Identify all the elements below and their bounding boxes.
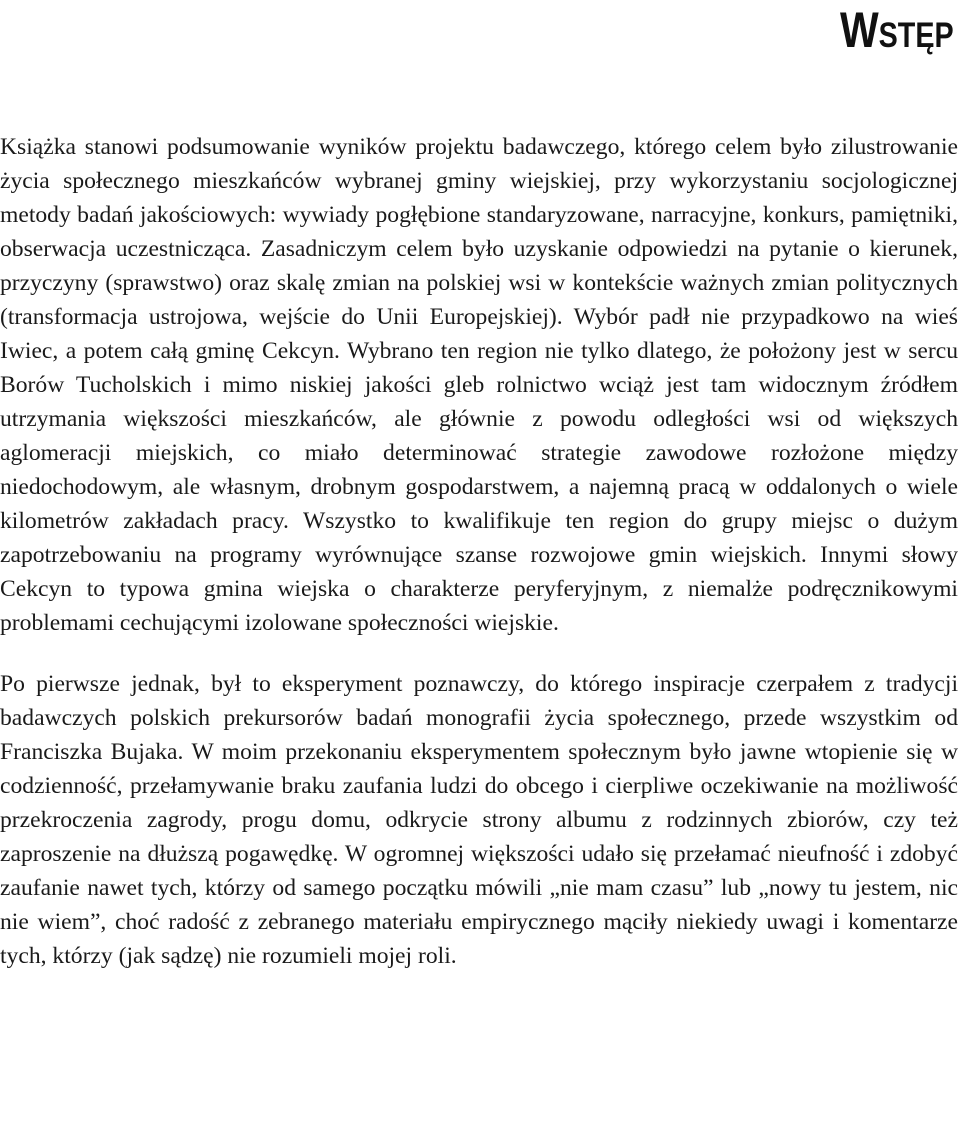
- paragraph-experiment: Po pierwsze jednak, był to eksperyment poznawczy, do którego inspiracje czerpałem z tradycji badawczych polskich prekursorów badań monografii życia społecznego, przede wszystkim od Franciszka Bujaka. W moim przekonaniu eksperymentem społecznym było jawne wtopienie się w codzienność, przełamywanie braku zaufania ludzi do obcego i cierpliwe oczekiwanie na możliwość przekroczenia zagrody, progu domu, odkrycie strony albumu z rodzinnych zbiorów, czy też zaproszenie na dłuższą pogawędkę. W ogromnej większości udało się przełamać nieufność i zdobyć zaufanie nawet tych, którzy od samego początku mówili „nie mam czasu” lub „nowy tu jestem, nic nie wiem”, choć radość z zebranego materiału empirycznego mąciły niekiedy uwagi i komentarze tych, którzy (jak sądzę) nie rozumieli mojej roli.: [0, 671, 958, 969]
- chapter-body: [0, 130, 958, 973]
- paragraph-intro: Książka stanowi podsumowanie wyników projektu badawczego, którego celem było zilustrowanie życia społecznego mieszkańców wybranej gminy wiejskiej, przy wykorzystaniu socjologicznej metody badań jakościowych: wywiady pogłębione standaryzowane, narracyjne, konkurs, pamiętniki, obserwacja uczestnicząca. Zasadniczym celem było uzyskanie odpowiedzi na pytanie o kierunek, przyczyny (sprawstwo) oraz skalę zmian na polskiej wsi w kontekście ważnych zmian politycznych (transformacja ustrojowa, wejście do Unii Europejskiej). Wybór padł nie przypadkowo na wieś Iwiec, a potem całą gminę Cekcyn. Wybrano ten region nie tylko dlatego, że położony jest w sercu Borów Tucholskich i mimo niskiej jakości gleb rolnictwo wciąż jest tam widocznym źródłem utrzymania większości mieszkańców, ale głównie z powodu odległości wsi od większych aglomeracji miejskich, co miało determinować strategie zawodowe rozłożone między niedochodowym, ale własnym, drobnym gospodarstwem, a najemną pracą w oddalonych o wiele kilometrów zakładach pracy. Wszystko to kwalifikuje ten region do grupy miejsc o dużym zapotrzebowaniu na programy wyrównujące szanse rozwojowe gmin wiejskich. Innymi słowy Cekcyn to typowa gmina wiejska o charakterze peryferyjnym, z niemalże podręcznikowymi problemami cechującymi izolowane społeczności wiejskie.: [0, 134, 958, 636]
- chapter-heading: Wstęp: [840, 2, 954, 58]
